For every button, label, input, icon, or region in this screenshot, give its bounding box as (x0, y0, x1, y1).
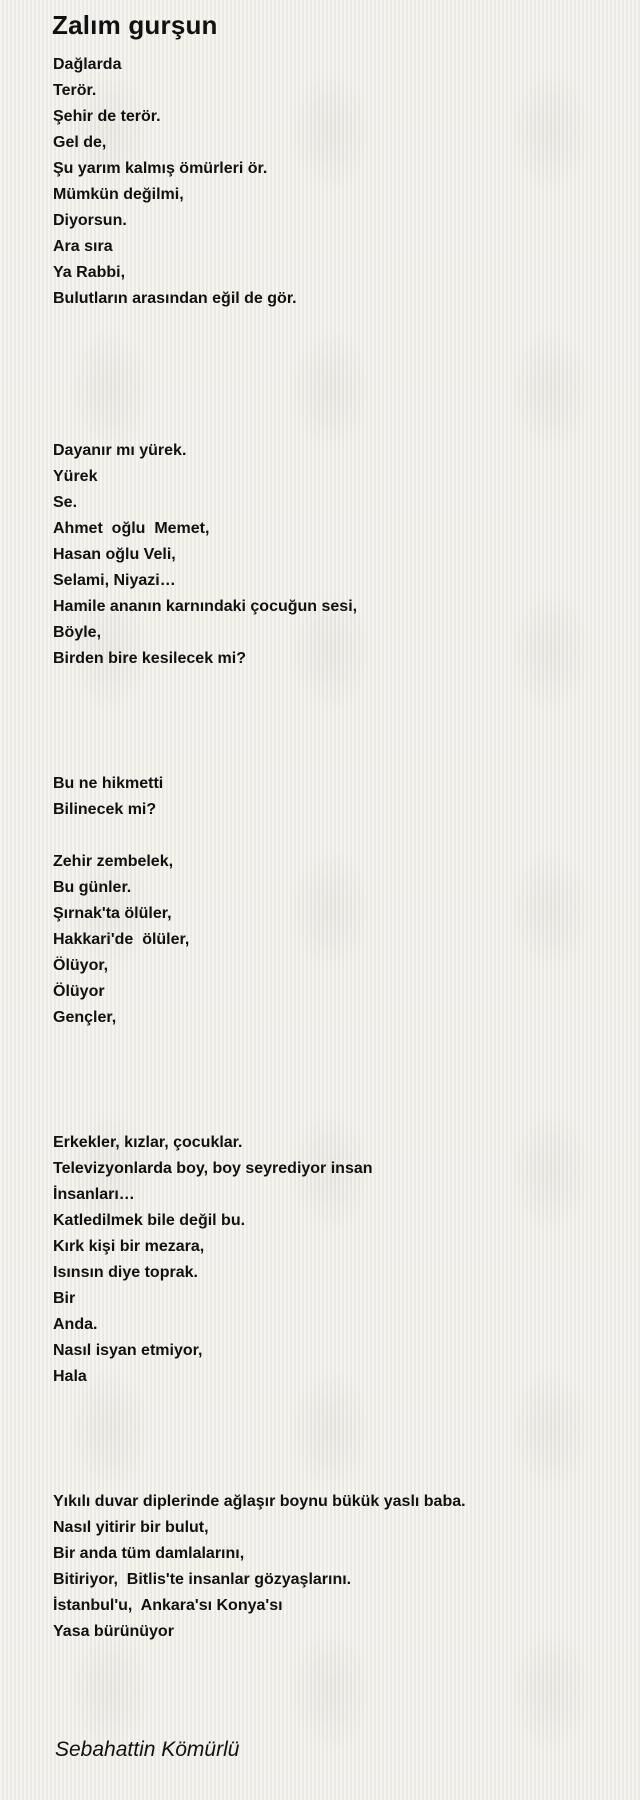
stanza-spacer (53, 312, 613, 438)
stanza-3 (53, 771, 613, 823)
poem-title: Zalım gurşun (52, 10, 218, 40)
stanza-5 (53, 1130, 613, 1390)
poem-author: Sebahattin Kömürlü (55, 1738, 240, 1761)
poem-body (53, 52, 613, 1645)
poem-line: Selami, Niyazi… (53, 572, 176, 589)
poem-line: Bilinecek mi? (53, 801, 157, 818)
poem-line: Hamile ananın karnındaki çocuğun sesi, (53, 598, 358, 615)
poem-line: Se. (53, 494, 78, 511)
poem-line: Bitiriyor, Bitlis'te insanlar gözyaşlarını. (53, 1571, 352, 1588)
poem-line: Şırnak'ta ölüler, (53, 905, 172, 922)
poem-line: Ahmet oğlu Memet, (53, 520, 210, 537)
stanza-1 (53, 52, 613, 312)
poem-line: Ara sıra (53, 238, 113, 255)
stanza-6 (53, 1489, 613, 1645)
poem-line: Terör. (53, 82, 97, 99)
poem-line: Bir anda tüm damlalarını, (53, 1545, 245, 1562)
poem-line: Gel de, (53, 134, 107, 151)
poem-line: Hasan oğlu Veli, (53, 546, 176, 563)
poem-line: Nasıl yitirir bir bulut, (53, 1519, 209, 1536)
poem-line: Hakkari'de ölüler, (53, 931, 190, 948)
poem-line: Nasıl isyan etmiyor, (53, 1342, 203, 1359)
poem-line: Böyle, (53, 624, 102, 641)
poem-line: Şehir de terör. (53, 108, 161, 125)
poem-line: Kırk kişi bir mezara, (53, 1238, 205, 1255)
poem-line: Erkekler, kızlar, çocuklar. (53, 1134, 243, 1151)
poem-line: Dayanır mı yürek. (53, 442, 187, 459)
poem-line: Mümkün değilmi, (53, 186, 184, 203)
poem-line: Hala (53, 1368, 87, 1385)
poem-line: Ölüyor (53, 983, 105, 1000)
stanza-spacer (53, 823, 613, 849)
stanza-4 (53, 849, 613, 1031)
poem-line: Zehir zembelek, (53, 853, 174, 870)
poem-line: Bulutların arasından eğil de gör. (53, 290, 297, 307)
poem-line: Dağlarda (53, 56, 122, 73)
poem-line: Birden bire kesilecek mi? (53, 650, 246, 667)
stanza-2 (53, 438, 613, 672)
poem-line: Diyorsun. (53, 212, 127, 229)
poem-line: Gençler, (53, 1009, 117, 1026)
poem-line: Ölüyor, (53, 957, 109, 974)
poem-line: Yıkılı duvar diplerinde ağlaşır boynu bükük yaslı baba. (53, 1493, 466, 1510)
stanza-spacer (53, 1390, 613, 1489)
poem-line: Yürek (53, 468, 98, 485)
poem-line: Katledilmek bile değil bu. (53, 1212, 246, 1229)
poem-line: İstanbul'u, Ankara'sı Konya'sı (53, 1597, 283, 1614)
poem-line: Bu ne hikmetti (53, 775, 164, 792)
poem-line: Bu günler. (53, 879, 132, 896)
poem-line: Televizyonlarda boy, boy seyrediyor insan (53, 1160, 373, 1177)
poem-line: Anda. (53, 1316, 98, 1333)
poem-line: Yasa bürünüyor (53, 1623, 174, 1640)
poem-line: Ya Rabbi, (53, 264, 126, 281)
stanza-spacer (53, 1031, 613, 1130)
poem-line: Isınsın diye toprak. (53, 1264, 198, 1281)
poem-line: İnsanları… (53, 1186, 135, 1203)
stanza-spacer (53, 672, 613, 771)
poem-line: Bir (53, 1290, 76, 1307)
poem-line: Şu yarım kalmış ömürleri ör. (53, 160, 268, 177)
